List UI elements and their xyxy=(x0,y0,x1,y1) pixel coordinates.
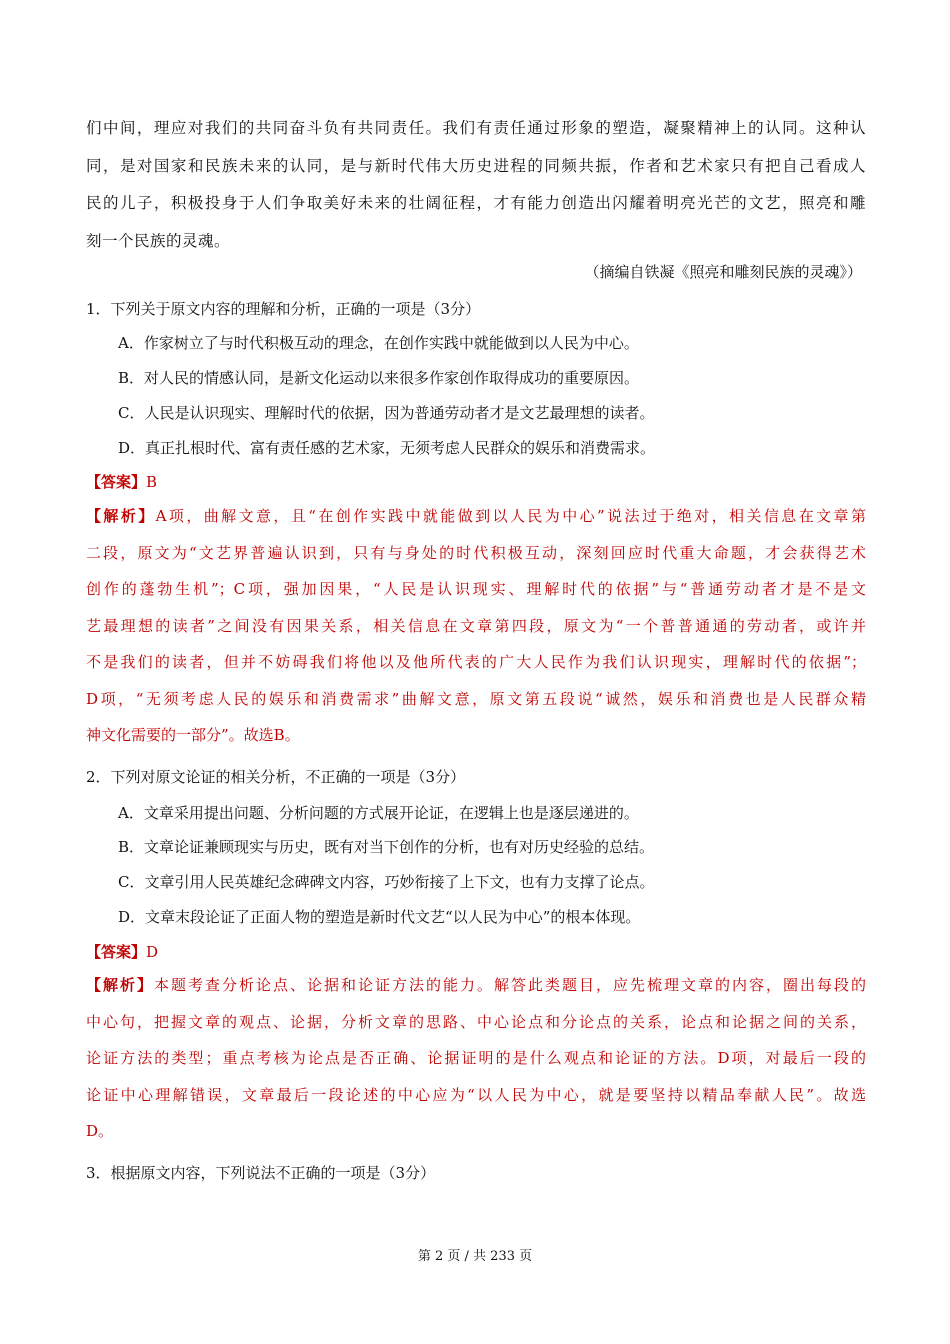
analysis-line: 论证中心理解错误，文章最后一段论述的中心应为“以人民为中心，就是要坚持以精品奉献人民”。故选 xyxy=(86,1085,866,1104)
analysis-line: D。 xyxy=(86,1122,114,1140)
analysis-line: 论证方法的类型；重点考核为论点是否正确、论据证明的是什么观点和论证的方法。D项，对最后一段的 xyxy=(86,1049,866,1067)
question-2-option-c: C．文章引用人民英雄纪念碑碑文内容，巧妙衔接了上下文，也有力支撑了论点。 xyxy=(118,873,655,891)
analysis-line: 神文化需要的一部分”。故选B。 xyxy=(86,726,300,744)
analysis-line: 【解析】A项，曲解文意，且“在创作实践中就能做到以人民为中心”说法过于绝对，相关信息在文章第 xyxy=(86,507,866,525)
analysis-tag: 【解析】 xyxy=(86,507,156,525)
question-2-answer xyxy=(86,940,158,964)
question-2-option-d: D．文章末段论证了正面人物的塑造是新时代文艺“以人民为中心”的根本体现。 xyxy=(118,908,641,926)
passage-line: 民的儿子，积极投身于人们争取美好未来的壮阔征程，才有能力创造出闪耀着明亮光芒的文艺，照亮和雕 xyxy=(86,194,866,213)
passage-line: 刻一个民族的灵魂。 xyxy=(86,231,231,250)
question-1-analysis xyxy=(86,498,866,754)
answer-value: B xyxy=(146,473,158,491)
passage-line: 同，是对国家和民族未来的认同，是与新时代伟大历史进程的同频共振，作者和艺术家只有把自己看成人 xyxy=(86,156,866,175)
analysis-line: 创作的蓬勃生机”；C项，强加因果，“人民是认识现实、理解时代的依据”与“普通劳动者才是不是文 xyxy=(86,580,866,598)
analysis-line: D项，“无须考虑人民的娱乐和消费需求”曲解文意，原文第五段说“诚然，娱乐和消费也是人民群众精 xyxy=(86,689,866,708)
question-1-option-b: B．对人民的情感认同，是新文化运动以来很多作家创作取得成功的重要原因。 xyxy=(118,369,640,387)
analysis-tag: 【解析】 xyxy=(86,976,154,994)
passage-source: （摘编自铁凝《照亮和雕刻民族的灵魂》） xyxy=(584,263,862,281)
question-1-answer xyxy=(86,470,157,494)
question-1-option-a: A．作家树立了与时代积极互动的理念，在创作实践中就能做到以人民为中心。 xyxy=(118,334,639,352)
passage-line: 们中间，理应对我们的共同奋斗负有共同责任。我们有责任通过形象的塑造，凝聚精神上的认同。这种认 xyxy=(86,119,866,137)
analysis-line: 中心句，把握文章的观点、论据，分析文章的思路、中心论点和分论点的关系，论点和论据之间的关系， xyxy=(86,1012,866,1031)
answer-value: D xyxy=(146,943,159,961)
analysis-line: 不是我们的读者，但并不妨碍我们将他以及他所代表的广大人民作为我们认识现实，理解时代的依据”； xyxy=(86,653,866,671)
answer-tag: 【答案】 xyxy=(86,943,147,961)
passage-continuation xyxy=(86,110,866,260)
page-footer: 第 2 页 / 共 233 页 xyxy=(417,1249,533,1264)
question-1-stem: 1．下列关于原文内容的理解和分析，正确的一项是（3分） xyxy=(86,300,481,318)
question-1-option-c: C．人民是认识现实、理解时代的依据，因为普通劳动者才是文艺最理想的读者。 xyxy=(118,404,655,422)
answer-tag: 【答案】 xyxy=(86,473,147,491)
analysis-line: 二段，原文为“文艺界普遍认识到，只有与身处的时代积极互动，深刻回应时代重大命题，才会获得艺术 xyxy=(86,543,866,562)
question-2-analysis xyxy=(86,967,866,1150)
question-2-option-a: A．文章采用提出问题、分析问题的方式展开论证，在逻辑上也是逐层递进的。 xyxy=(118,804,639,822)
question-3-stem: 3．根据原文内容，下列说法不正确的一项是（3分） xyxy=(86,1164,436,1182)
question-1-option-d: D．真正扎根时代、富有责任感的艺术家，无须考虑人民群众的娱乐和消费需求。 xyxy=(118,439,656,457)
question-2-stem: 2．下列对原文论证的相关分析，不正确的一项是（3分） xyxy=(86,768,466,786)
question-2-option-b: B．文章论证兼顾现实与历史，既有对当下创作的分析，也有对历史经验的总结。 xyxy=(118,838,655,856)
analysis-line: 【解析】本题考查分析论点、论据和论证方法的能力。解答此类题目，应先梳理文章的内容，圈出每段的 xyxy=(86,976,866,994)
analysis-line: 艺最理想的读者”之间没有因果关系，相关信息在文章第四段，原文为“一个普普通通的劳动者，或许并 xyxy=(86,616,866,635)
